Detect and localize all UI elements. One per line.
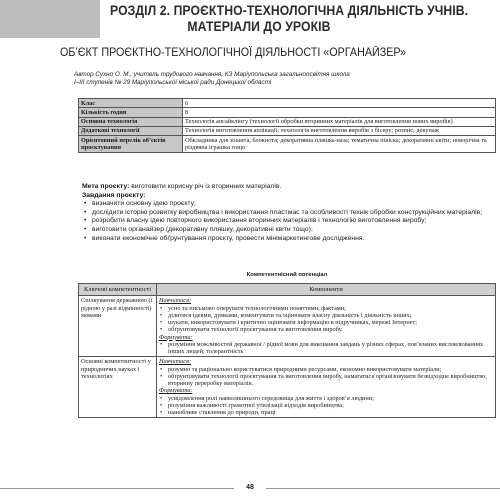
page-number: 48	[234, 482, 266, 494]
tasks-label: Завдання проєкту:	[82, 191, 146, 199]
header-key: Ключові компетентності	[79, 284, 157, 296]
chapter-title-line2: МАТЕРІАЛИ ДО УРОКІВ	[187, 19, 331, 35]
skills-label: Навчитися:	[159, 358, 192, 366]
competence-key: Спілкування державною (і рідною у разі відмінності) мовами	[79, 296, 157, 357]
aim-label: Мета проєкту:	[82, 183, 130, 190]
info-row-objects	[79, 136, 496, 153]
info-row-hours	[79, 108, 496, 117]
info-value: 8	[183, 108, 496, 117]
attitudes-list	[159, 341, 493, 356]
list-item: • визначити основну ідею проєкту;	[82, 200, 496, 209]
info-row-class	[79, 99, 496, 108]
competence-title: Компетентнісний потенціал	[246, 272, 328, 278]
info-key: Кількість годин	[79, 108, 183, 117]
chapter-color-bar	[0, 0, 100, 38]
author-line1: Автор Сухно О. М., учитель трудового навчання, КЗ Маріупольська загальноосвітня школа	[74, 71, 350, 78]
list-item: • виготовити органайзер (декоративну пляшку, декоративні квіти тощо);	[82, 226, 496, 235]
competence-table	[78, 283, 496, 418]
info-value: Технологія виготовлення аплікації; технологія виготовлення виробів з бісеру; розпис; декупаж	[183, 126, 496, 135]
list-item: • усвідомлення ролі навколишнього середовища для життя і здоров’я людини;	[159, 395, 493, 402]
list-item: • обґрунтовувати технології проєктування та виготовлення виробу, намагатися організовувати безвідходне виробництво, вторинну переробку матеріалів.	[159, 373, 493, 388]
competence-components	[157, 357, 496, 418]
skills-label: Навчитися:	[159, 297, 192, 305]
chapter-title	[110, 3, 495, 35]
list-item: • шанобливе ставлення до природи, праці	[159, 409, 493, 416]
info-key: Клас	[79, 99, 183, 108]
info-value: 6	[183, 99, 496, 108]
competence-components	[157, 296, 496, 357]
list-item: • розумно та раціонально користуватися природними ресурсами, економно використовувати матеріали;	[159, 366, 493, 373]
list-item: • розробити власну ідею повторного використання вторинних матеріалів і технологію виготовлення виробу;	[82, 217, 496, 226]
list-item: • ділитися ідеями, думками, коментувати та оцінювати власну діяльність і діяльність інших;	[159, 312, 493, 319]
info-key: Додаткові технології	[79, 126, 183, 135]
author-info	[74, 71, 479, 88]
project-goals	[82, 183, 496, 243]
attitudes-label: Формувати:	[159, 387, 193, 395]
table-row	[79, 296, 496, 357]
list-item: • обґрунтовувати технології проєктування та виготовлення виробу.	[159, 326, 493, 333]
object-title: ОБ’ЄКТ ПРОЄКТНО-ТЕХНОЛОГІЧНОЇ ДІЯЛЬНОСТІ «ОРГАНАЙЗЕР»	[60, 46, 406, 59]
info-key: Основна технологія	[79, 117, 183, 126]
aim-text: виготовити корисну річ із вторинних матеріалів.	[131, 183, 282, 190]
skills-list	[159, 305, 493, 334]
header-components: Компоненти	[157, 284, 496, 296]
info-row-additional-technologies	[79, 126, 496, 135]
info-value: Обкладинка для зошита, блокнота; декоративна пляшка-ваза; тематична півіска; декоративні квіти; новорічна та різдвяна іграшка тощо	[183, 136, 496, 153]
skills-list	[159, 366, 493, 388]
chapter-title-line1: РОЗДІЛ 2. ПРОЄКТНО-ТЕХНОЛОГІЧНА ДІЯЛЬНІСТЬ УЧНІВ.	[110, 3, 469, 19]
info-row-main-technology	[79, 117, 496, 126]
table-header-row	[79, 284, 496, 296]
chapter-header	[0, 0, 500, 38]
list-item: • виконати економічне обґрунтування проєкту, провести мінімаркетингове дослідження.	[82, 235, 496, 244]
attitudes-list	[159, 395, 493, 417]
project-aim	[82, 183, 496, 192]
list-item: • дослідити історію розвитку виробництва і використання пластмас та особливості технік обробки конструкційних матеріалів;	[82, 209, 496, 218]
list-item: • розуміння важливості грамотної утилізації відходів виробництва;	[159, 402, 493, 409]
list-item: • розуміння можливостей державної / рідної мови для виконання завдань у різних сферах, пов’язаних висловлюваннях інших людей, толерантність	[159, 341, 493, 356]
table-row	[79, 357, 496, 418]
attitudes-label: Формувати:	[159, 333, 193, 341]
project-info-table	[78, 98, 496, 153]
info-key: Орієнтовний перелік об’єктів проєктування	[79, 136, 183, 153]
competence-key: Основні компетентності у природничих науках і технологіях	[79, 357, 157, 418]
tasks-list	[82, 200, 496, 243]
info-value: Технологія апсайклінгу (технології обробки вторинних матеріалів для виготовлення нових виробів)	[183, 117, 496, 126]
list-item: • усно та письмово оперувати технологічними поняттями, фактами;	[159, 305, 493, 312]
list-item: • шукати, використовувати і критично оцінювати інформацію в підручниках, мережі Інтернет;	[159, 319, 493, 326]
author-line2: І–ІІІ ступенів № 29 Маріупольської міської ради Донецької області	[74, 79, 272, 87]
